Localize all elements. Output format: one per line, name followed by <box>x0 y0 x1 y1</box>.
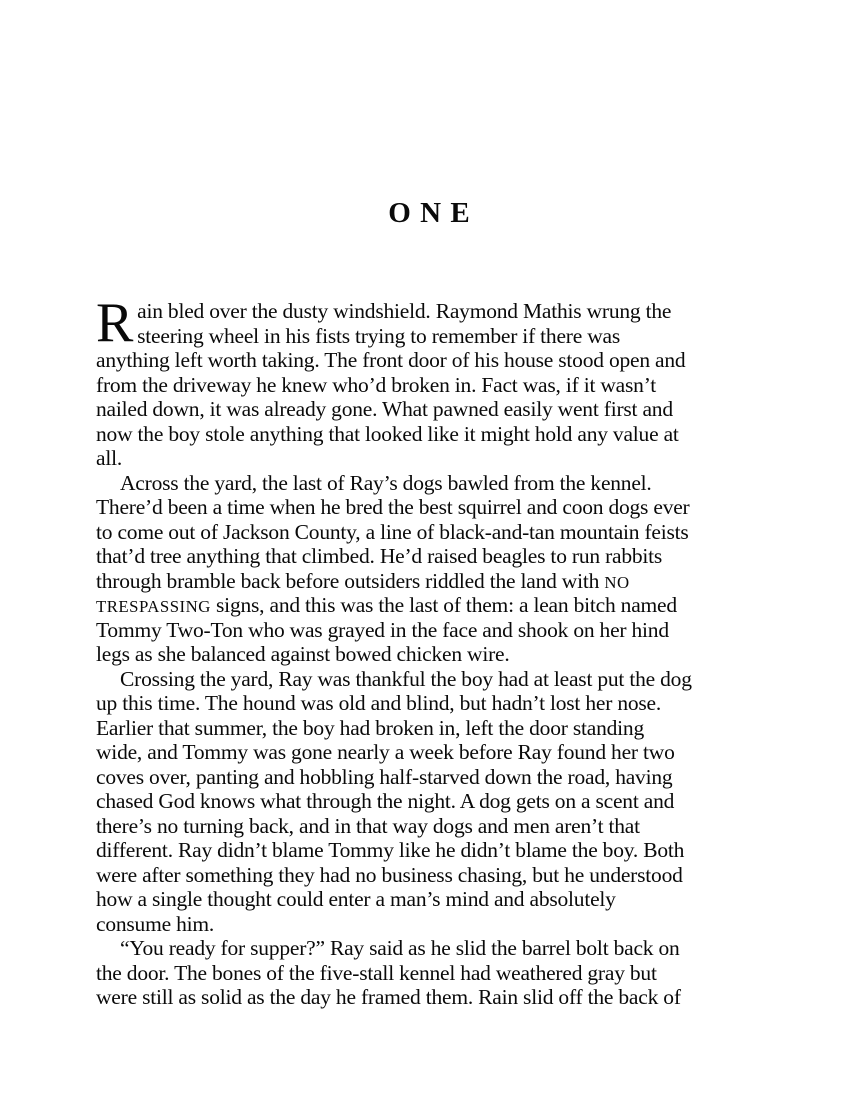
text-segment: different. Ray didn’t blame Tommy like he didn’t blame the boy. Both <box>96 838 685 862</box>
text-segment: there’s no turning back, and in that way dogs and men aren’t that <box>96 813 640 838</box>
text-segment: all. <box>96 446 123 470</box>
text-line <box>96 446 762 471</box>
text-segment: coves over, panting and hobbling half-starved down the road, having <box>96 764 673 789</box>
text-segment: “You ready for supper?” Ray said as he slid the barrel bolt back on <box>120 936 680 960</box>
body-text <box>96 292 762 1010</box>
text-line <box>96 716 762 741</box>
drop-cap: R <box>96 292 134 354</box>
text-line <box>96 789 762 814</box>
text-line <box>96 348 762 373</box>
text-segment: There’d been a time when he bred the best squirrel and coon dogs ever <box>96 495 690 519</box>
text-segment: wide, and Tommy was gone nearly a week before Ray found her two <box>96 740 675 764</box>
text-line <box>96 912 762 937</box>
text-line <box>96 299 762 324</box>
text-line <box>96 961 762 986</box>
text-segment: to come out of Jackson County, a line of black-and-tan mountain feists <box>96 519 689 544</box>
text-segment: from the driveway he knew who’d broken in. Fact was, if it wasn’t <box>96 372 657 397</box>
text-segment: ain bled over the dusty windshield. Raymond Mathis wrung the <box>137 299 672 323</box>
text-segment: Earlier that summer, the boy had broken in, left the door standing <box>96 715 644 740</box>
text-line <box>96 324 762 349</box>
small-caps-segment: NO <box>604 572 630 592</box>
text-line <box>96 814 762 839</box>
text-segment: through bramble back before outsiders riddled the land with <box>96 568 605 593</box>
text-line <box>96 422 762 447</box>
text-line <box>96 667 762 692</box>
text-segment: Crossing the yard, Ray was thankful the boy had at least put the dog <box>120 666 692 691</box>
text-segment: Across the yard, the last of Ray’s dogs bawled from the kennel. <box>120 470 652 495</box>
text-line <box>96 520 762 545</box>
text-segment: were still as solid as the day he framed them. Rain slid off the back of <box>96 985 681 1009</box>
text-line <box>96 471 762 496</box>
text-segment: the door. The bones of the five-stall kennel had weathered gray but <box>96 960 657 985</box>
text-segment: anything left worth taking. The front door of his house stood open and <box>96 348 686 372</box>
text-line <box>96 863 762 888</box>
text-line <box>96 740 762 765</box>
text-segment: signs, and this was the last of them: a lean bitch named <box>210 593 677 617</box>
small-caps-segment: TRESPASSING <box>96 597 211 616</box>
text-segment: that’d tree anything that climbed. He’d raised beagles to run rabbits <box>96 544 663 568</box>
text-segment: nailed down, it was already gone. What pawned easily went first and <box>96 397 673 421</box>
text-line <box>96 642 762 667</box>
text-line <box>96 495 762 520</box>
text-line <box>96 373 762 398</box>
text-segment: now the boy stole anything that looked like it might hold any value at <box>96 421 679 446</box>
text-line <box>96 838 762 863</box>
text-segment: up this time. The hound was old and blind, but hadn’t lost her nose. <box>96 691 662 715</box>
text-segment: how a single thought could enter a man’s mind and absolutely <box>96 887 616 911</box>
text-line <box>96 691 762 716</box>
chapter-title: ONE <box>388 197 479 229</box>
text-line <box>96 593 762 618</box>
text-segment: Tommy Two-Ton who was grayed in the face and shook on her hind <box>96 617 669 642</box>
text-line <box>96 569 762 594</box>
text-line <box>96 618 762 643</box>
text-segment: legs as she balanced against bowed chicken wire. <box>96 642 510 666</box>
text-line <box>96 887 762 912</box>
text-line <box>96 544 762 569</box>
text-segment: steering wheel in his fists trying to remember if there was <box>137 323 621 348</box>
text-line <box>96 985 762 1010</box>
text-segment: were after something they had no business chasing, but he understood <box>96 862 683 887</box>
text-line <box>96 397 762 422</box>
text-line <box>96 765 762 790</box>
text-segment: consume him. <box>96 911 215 936</box>
text-segment: chased God knows what through the night. A dog gets on a scent and <box>96 789 675 813</box>
text-line <box>96 936 762 961</box>
